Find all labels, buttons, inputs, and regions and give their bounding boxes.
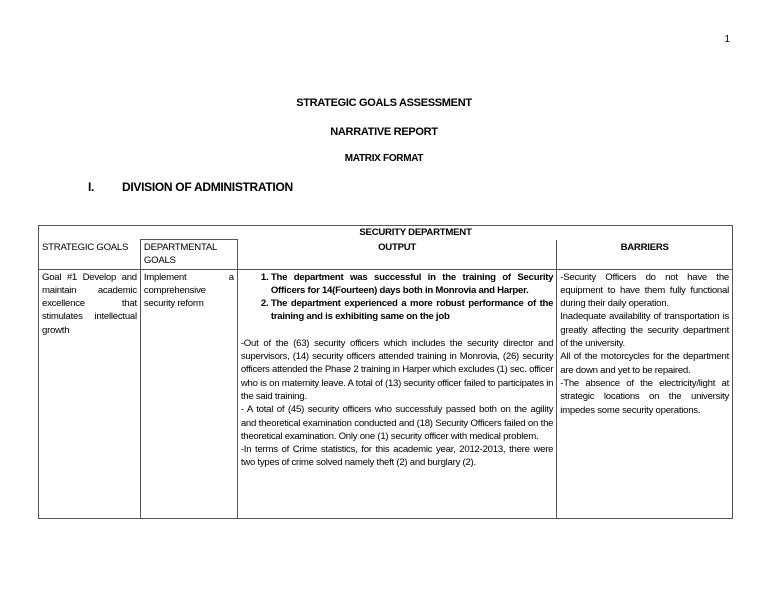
output-paragraph: -Out of the (63) security officers which includes the security director and supervisors, (14) security officers attended training in Monrovia, (26) security officers attended the Phase 2 training in Harper which excludes (1) sec. officer who is on maternity leave. A total of (13) security officer failed to participates in the said training. <box>240 337 554 402</box>
barrier-item: -The absence of the electricity/light at strategic locations on the university impedes some security operations. <box>560 377 729 416</box>
header-departmental-goals: DEPARTMENTAL GOALS <box>140 240 237 270</box>
section-number: I. <box>88 180 95 194</box>
assessment-table <box>38 225 733 519</box>
document-subtitle: NARRATIVE REPORT <box>330 126 438 138</box>
section-title: DIVISION OF ADMINISTRATION <box>122 180 293 194</box>
output-list <box>241 271 553 324</box>
barrier-item: -Security Officers do not have the equipment to have them fully functional during their daily operation. <box>560 271 729 310</box>
output-list-item: 1. The department was successful in the training of Security Officers for 14(Fourteen) days both in Monrovia and Harper. <box>271 271 553 298</box>
header-output: OUTPUT <box>237 240 556 270</box>
output-paragraph: -In terms of Crime statistics, for this academic year, 2012-2013, there were two types of crime solved namely theft (2) and burglary (2). <box>240 444 554 469</box>
barrier-item: All of the motorcycles for the department are down and yet to be repaired. <box>560 351 729 376</box>
departmental-goal-cell: Implement a comprehensive security reform <box>140 269 237 518</box>
department-header: SECURITY DEPARTMENT <box>359 227 472 238</box>
document-format: MATRIX FORMAT <box>344 153 424 164</box>
output-list-item: 2. The department experienced a more robust performance of the training and is exhibiting same on the job <box>271 297 553 324</box>
barrier-item: Inadequate availability of transportation is greatly affecting the security department of the university. <box>560 311 729 350</box>
page-number: 1 <box>724 34 730 45</box>
header-barriers: BARRIERS <box>557 240 733 270</box>
document-title: STRATEGIC GOALS ASSESSMENT <box>296 97 472 109</box>
output-cell <box>237 269 556 518</box>
barriers-cell <box>557 269 733 518</box>
strategic-goal-cell: Goal #1 Develop and maintain academic excellence that stimulates intellectual growth <box>39 269 141 518</box>
output-paragraph: - A total of (45) security officers who successfuly passed both on the agility and theoretical examination conducted and (18) Security Officers failed on the theoretical examination. Only one (1) security officer with medical problem. <box>240 404 554 442</box>
header-strategic-goals: STRATEGIC GOALS <box>39 240 141 270</box>
